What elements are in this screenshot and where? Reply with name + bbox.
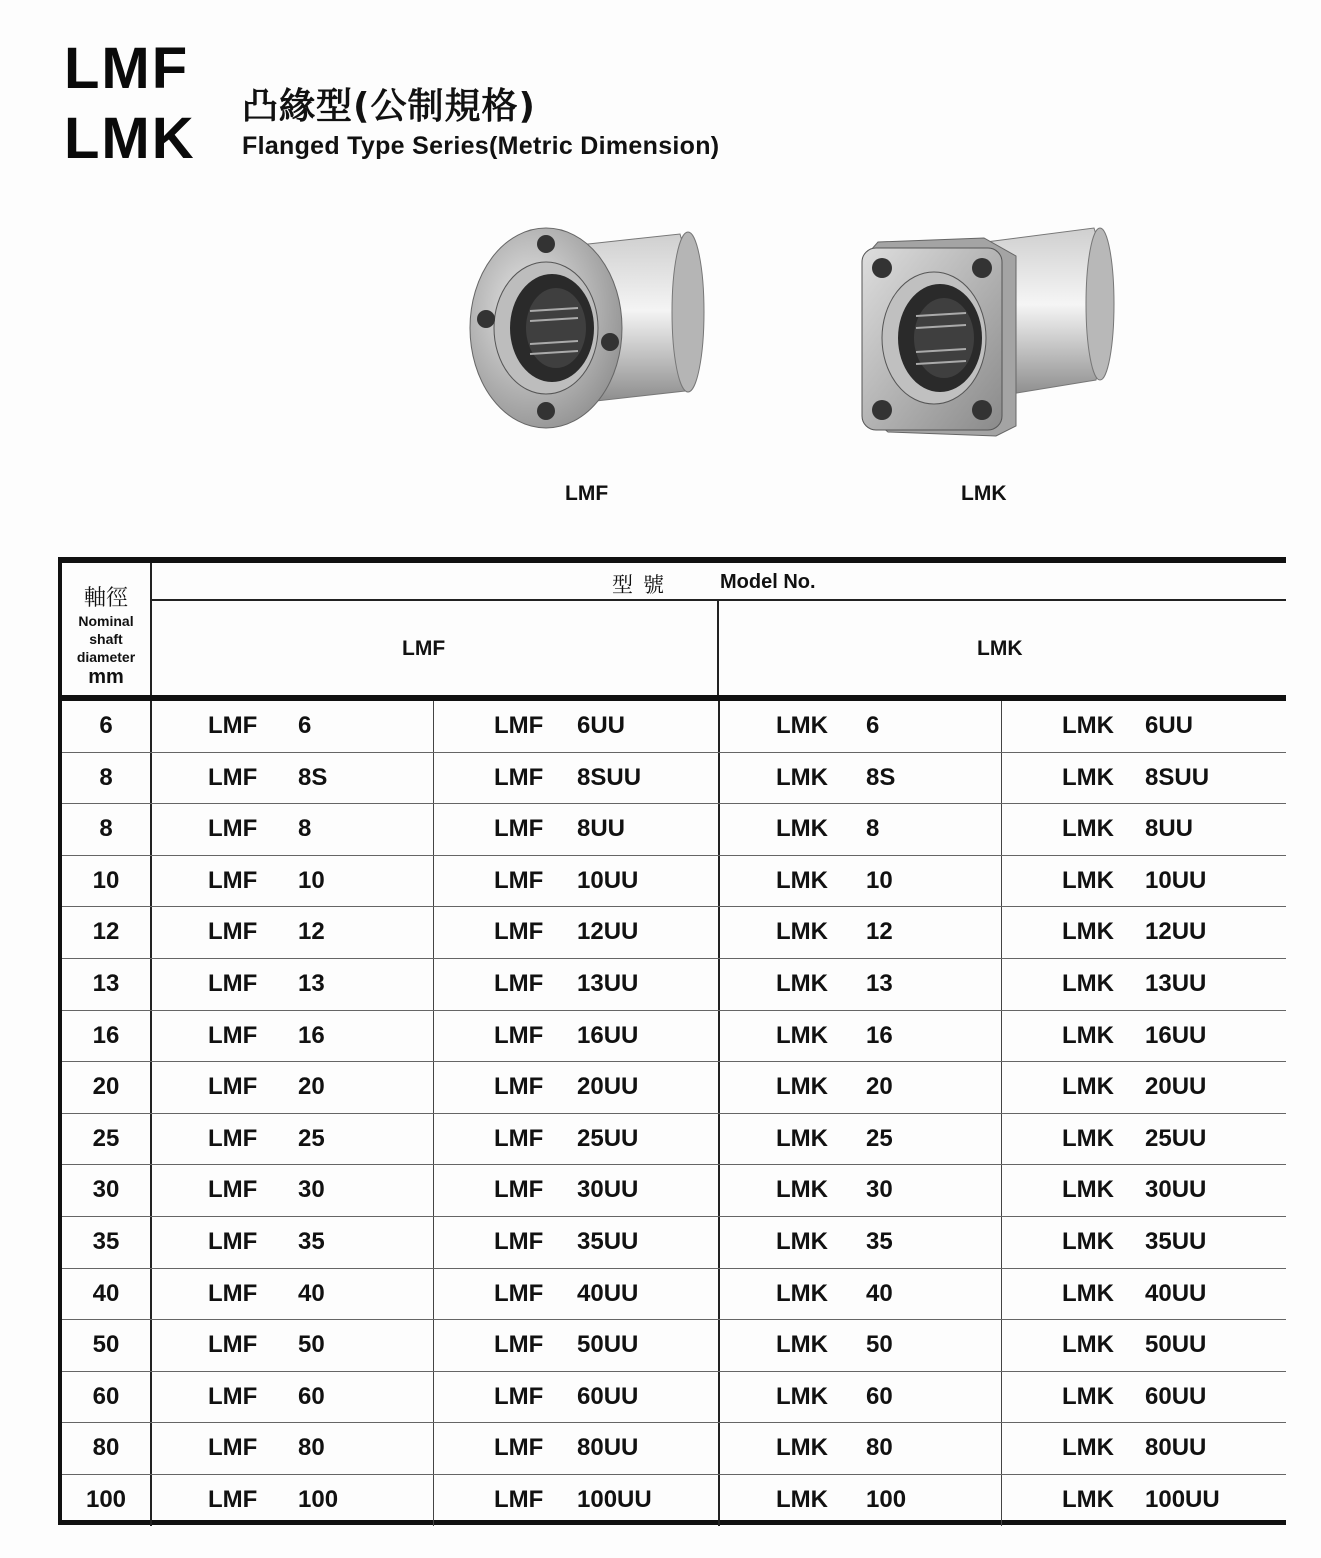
lmk-model-cell: LMK 80 — [720, 1423, 1002, 1474]
lmk-uu-model-cell: LMK 25UU — [1062, 1124, 1207, 1152]
lmk-uu-model-cell: LMK 40UU — [1062, 1279, 1207, 1307]
lmk-model-cell: LMK 35 — [720, 1217, 1002, 1268]
lmk-uu-model-cell: LMK 6UU — [1062, 712, 1194, 739]
lmk-model-cell: LMK 8S — [720, 753, 1002, 804]
shaft-diameter-cell: 60 — [62, 1372, 152, 1423]
lmf-uu-model-cell: LMF 8SUU — [434, 753, 720, 804]
table-row — [62, 1011, 1286, 1063]
lmk-model-cell: LMK 16 — [720, 1011, 1002, 1062]
lmk-image-caption: LMK — [961, 482, 1007, 505]
table-row — [62, 1475, 1286, 1526]
table-row — [62, 804, 1286, 856]
lmk-uu-model-cell: LMK 60UU — [1062, 1382, 1207, 1410]
lmf-model-cell: LMF 40 — [152, 1269, 434, 1320]
table-row — [62, 856, 1286, 908]
lmk-model-cell: LMK 6 — [720, 701, 1002, 752]
table-row — [62, 753, 1286, 805]
lmf-model-cell: LMF 50 — [152, 1320, 434, 1371]
lmk-model-cell: LMK 12 — [720, 907, 1002, 958]
page-header — [64, 36, 824, 171]
lmf-model-cell: LMF 13 — [152, 959, 434, 1010]
lmf-model-cell: LMF 100 — [152, 1475, 434, 1526]
lmf-uu-model-cell: LMF 80UU — [434, 1423, 720, 1474]
lmf-uu-model-cell: LMF 12UU — [434, 907, 720, 958]
series-code-lmf: LMF — [64, 36, 190, 101]
lmk-uu-model-cell: LMK 12UU — [1062, 918, 1207, 946]
shaft-diameter-cell: 30 — [62, 1165, 152, 1216]
table-row — [62, 1217, 1286, 1269]
lmf-uu-model-cell: LMF 35UU — [434, 1217, 720, 1268]
shaft-diameter-cell: 12 — [62, 907, 152, 958]
lmk-model-cell: LMK 50 — [720, 1320, 1002, 1371]
lmk-uu-model-cell: LMK 30UU — [1062, 1176, 1207, 1204]
lmf-image-caption: LMF — [565, 482, 609, 505]
table-row — [62, 1423, 1286, 1475]
lmk-uu-model-cell: LMK 10UU — [1062, 866, 1207, 894]
lmk-bearing-image — [856, 220, 1126, 450]
lmk-model-cell: LMK 25 — [720, 1114, 1002, 1165]
table-body — [62, 701, 1286, 1526]
lmk-uu-model-cell: LMK 80UU — [1062, 1434, 1207, 1462]
lmk-model-cell: LMK 100 — [720, 1475, 1002, 1526]
shaft-diameter-cell: 40 — [62, 1269, 152, 1320]
table-row — [62, 1114, 1286, 1166]
lmk-model-cell: LMK 40 — [720, 1269, 1002, 1320]
table-header — [62, 563, 1286, 701]
shaft-diameter-cell: 10 — [62, 856, 152, 907]
series-code-lmk: LMK — [64, 106, 196, 171]
lmf-model-cell: LMF 8S — [152, 753, 434, 804]
shaft-diameter-cell: 20 — [62, 1062, 152, 1113]
shaft-diameter-cell: 50 — [62, 1320, 152, 1371]
lmk-uu-model-cell: LMK 16UU — [1062, 1021, 1207, 1049]
lmf-uu-model-cell: LMF 30UU — [434, 1165, 720, 1216]
model-no-header: 型號 Model No. — [152, 563, 1286, 601]
table-row — [62, 1372, 1286, 1424]
lmf-uu-model-cell: LMF 8UU — [434, 804, 720, 855]
model-table — [58, 557, 1286, 1525]
table-row — [62, 959, 1286, 1011]
shaft-diameter-cell: 100 — [62, 1475, 152, 1526]
lmf-model-cell: LMF 25 — [152, 1114, 434, 1165]
lmk-uu-model-cell: LMK 20UU — [1062, 1073, 1207, 1101]
shaft-diameter-cell: 6 — [62, 701, 152, 752]
lmf-model-cell: LMF 60 — [152, 1372, 434, 1423]
table-row — [62, 907, 1286, 959]
table-row — [62, 1165, 1286, 1217]
lmk-uu-model-cell: LMK 13UU — [1062, 969, 1207, 997]
lmk-uu-model-cell: LMK 100UU — [1062, 1485, 1220, 1513]
lmk-model-cell: LMK 60 — [720, 1372, 1002, 1423]
lmf-model-cell: LMF 35 — [152, 1217, 434, 1268]
lmk-model-cell: LMK 13 — [720, 959, 1002, 1010]
shaft-diameter-cell: 25 — [62, 1114, 152, 1165]
shaft-diameter-cell: 35 — [62, 1217, 152, 1268]
lmf-uu-model-cell: LMF 60UU — [434, 1372, 720, 1423]
lmk-group-header: LMK — [977, 637, 1023, 660]
lmk-uu-model-cell: LMK 35UU — [1062, 1227, 1207, 1255]
lmf-uu-model-cell: LMF 16UU — [434, 1011, 720, 1062]
lmf-model-cell: LMF 80 — [152, 1423, 434, 1474]
lmk-model-cell: LMK 20 — [720, 1062, 1002, 1113]
lmf-uu-model-cell: LMF 100UU — [434, 1475, 720, 1526]
lmf-model-cell: LMF 10 — [152, 856, 434, 907]
lmf-uu-model-cell: LMF 6UU — [434, 701, 720, 752]
lmk-uu-model-cell: LMK 8SUU — [1062, 763, 1210, 791]
table-row — [62, 1269, 1286, 1321]
lmf-uu-model-cell: LMF 50UU — [434, 1320, 720, 1371]
lmf-uu-model-cell: LMF 10UU — [434, 856, 720, 907]
shaft-diameter-header: 軸徑 Nominal shaft diameter mm — [62, 563, 152, 695]
shaft-diameter-cell: 8 — [62, 804, 152, 855]
shaft-diameter-cell: 16 — [62, 1011, 152, 1062]
table-row — [62, 1320, 1286, 1372]
lmf-uu-model-cell: LMF 20UU — [434, 1062, 720, 1113]
lmf-model-cell: LMF 16 — [152, 1011, 434, 1062]
shaft-diameter-cell: 8 — [62, 753, 152, 804]
lmf-bearing-image — [460, 216, 720, 446]
lmf-uu-model-cell: LMF 13UU — [434, 959, 720, 1010]
lmf-model-cell: LMF 30 — [152, 1165, 434, 1216]
title-english: Flanged Type Series(Metric Dimension) — [242, 132, 720, 160]
shaft-diameter-cell: 13 — [62, 959, 152, 1010]
lmk-uu-model-cell: LMK 8UU — [1062, 815, 1194, 843]
table-row — [62, 1062, 1286, 1114]
lmf-model-cell: LMF 12 — [152, 907, 434, 958]
lmk-model-cell: LMK 8 — [720, 804, 1002, 855]
lmf-uu-model-cell: LMF 40UU — [434, 1269, 720, 1320]
lmf-model-cell: LMF 6 — [152, 701, 434, 752]
lmf-model-cell: LMF 20 — [152, 1062, 434, 1113]
lmf-uu-model-cell: LMF 25UU — [434, 1114, 720, 1165]
lmk-model-cell: LMK 30 — [720, 1165, 1002, 1216]
lmk-model-cell: LMK 10 — [720, 856, 1002, 907]
table-row — [62, 701, 1286, 753]
shaft-diameter-cell: 80 — [62, 1423, 152, 1474]
title-chinese: 凸緣型(公制規格) — [242, 86, 536, 127]
lmf-group-header: LMF — [152, 601, 719, 695]
lmf-model-cell: LMF 8 — [152, 804, 434, 855]
lmk-uu-model-cell: LMK 50UU — [1062, 1331, 1207, 1359]
